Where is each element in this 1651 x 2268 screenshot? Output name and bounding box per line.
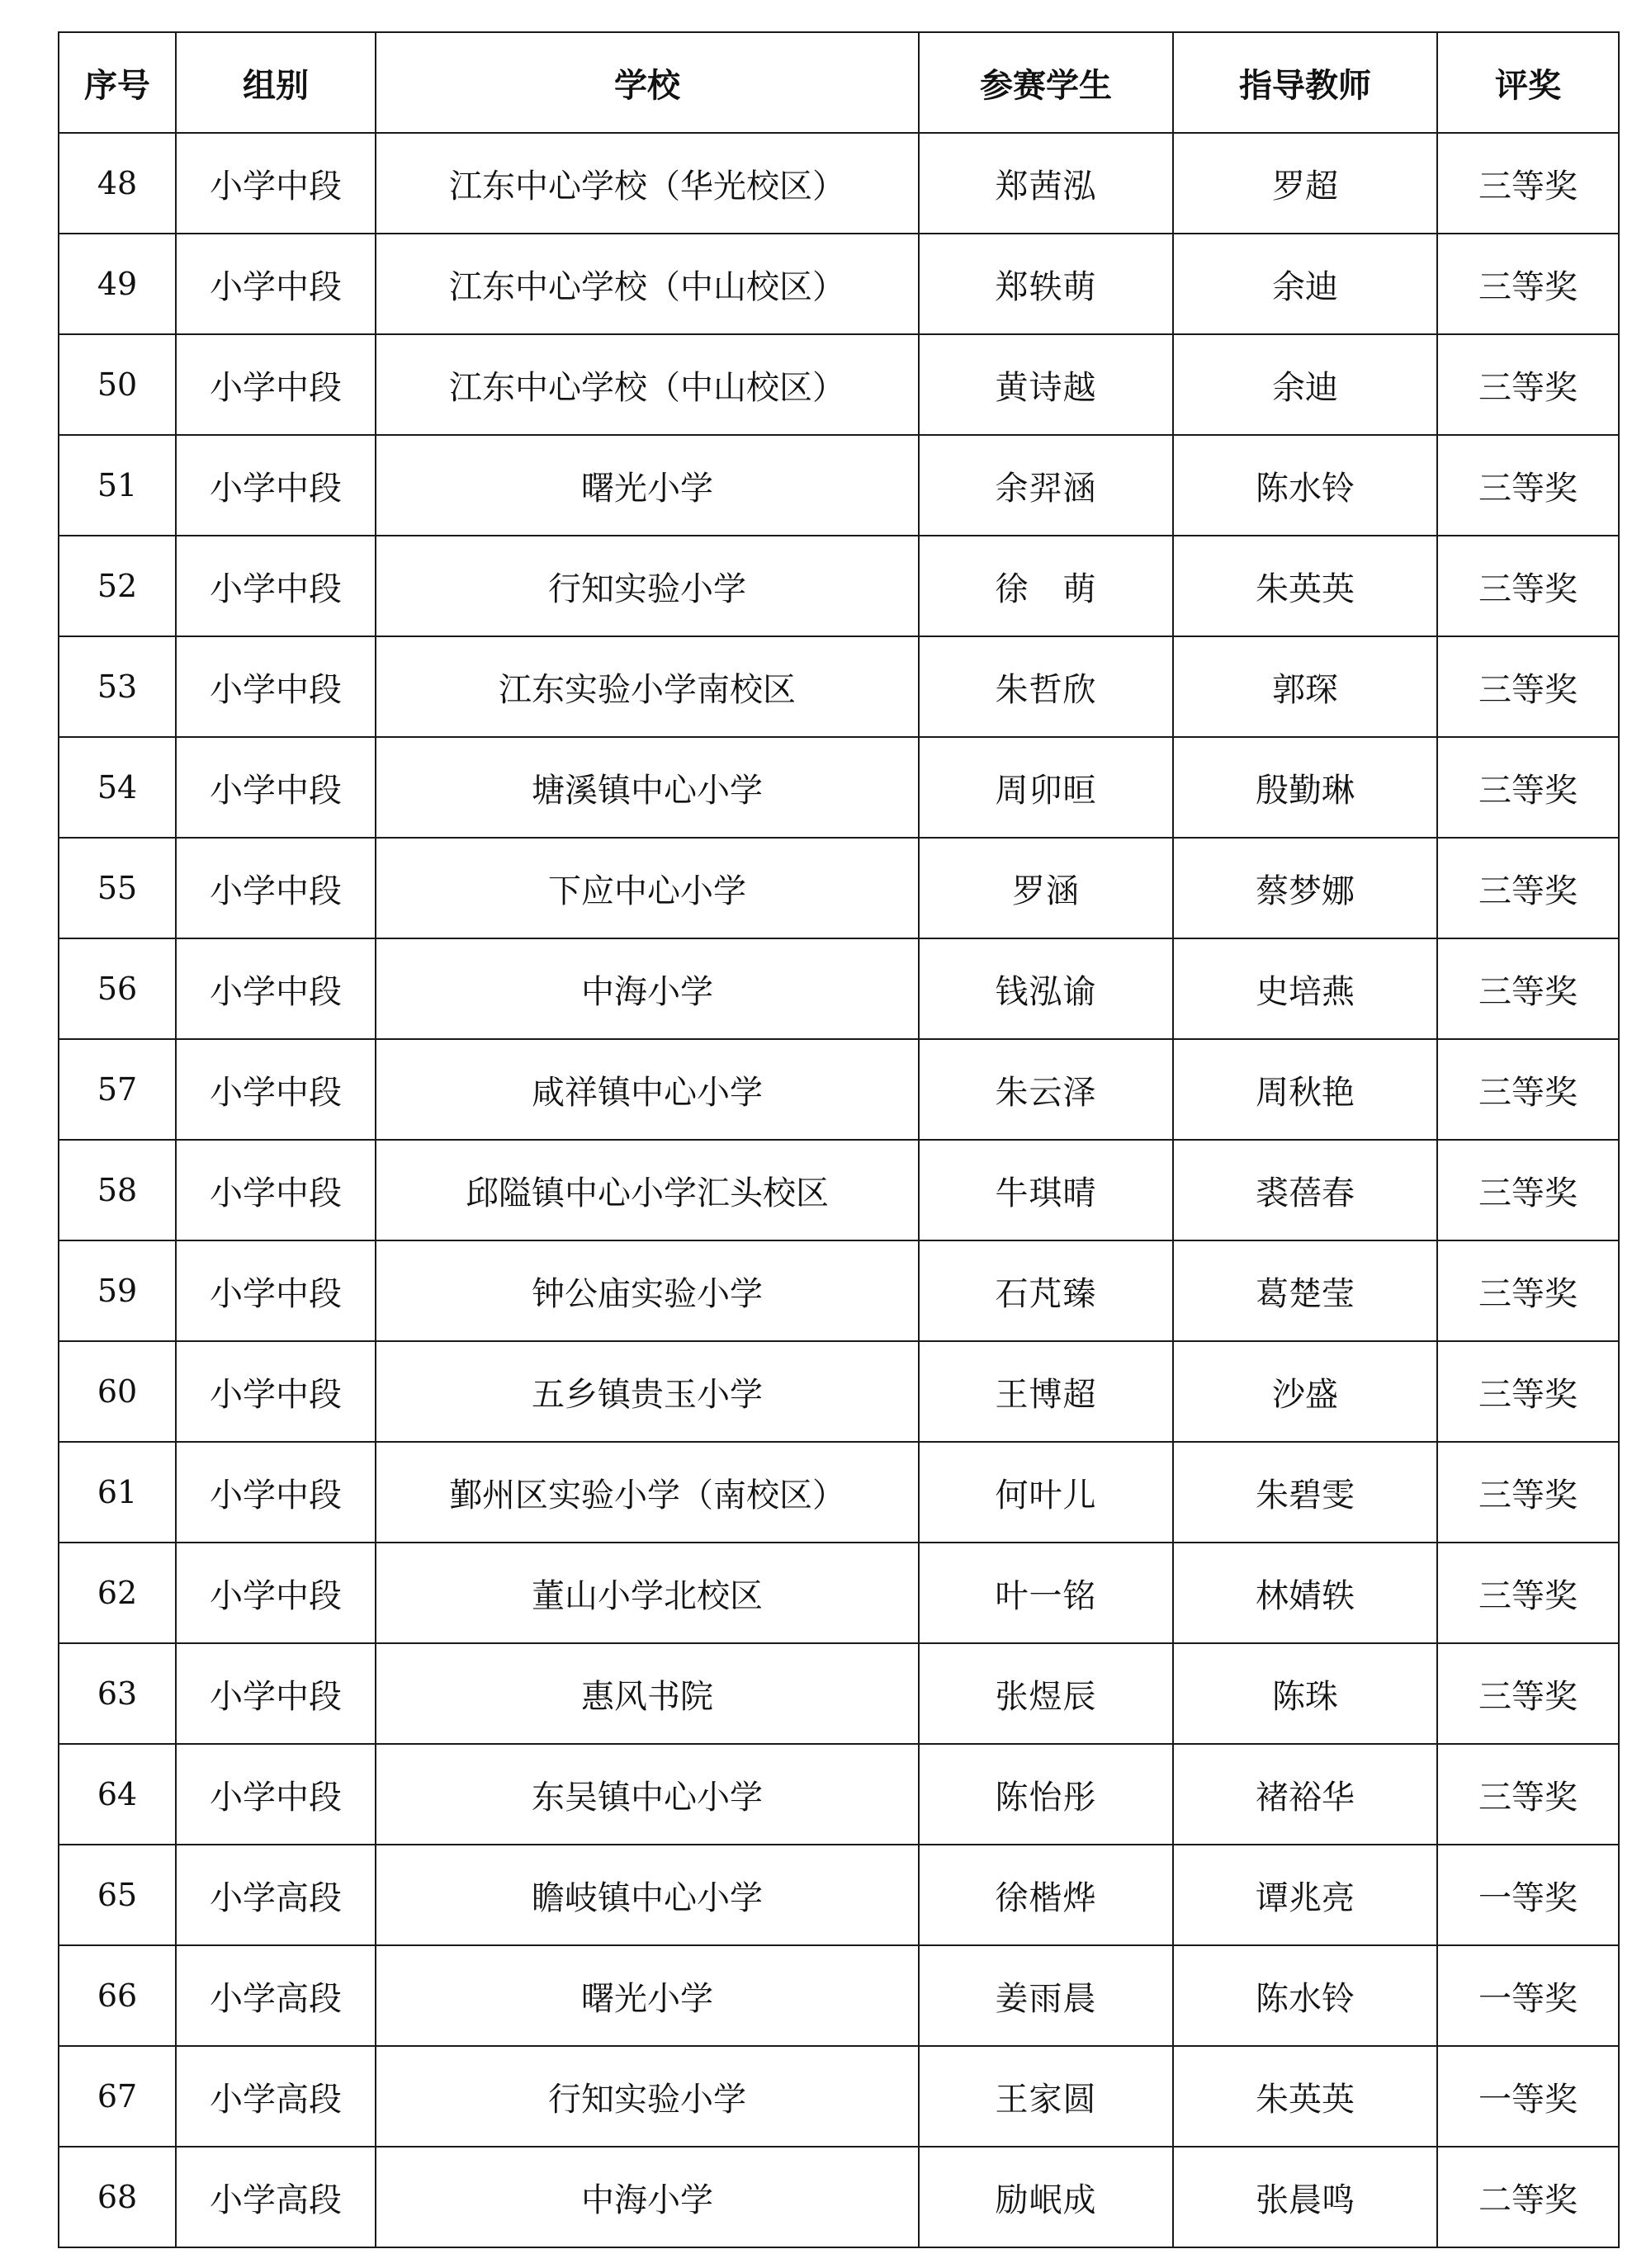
table-body	[59, 133, 1619, 2247]
cell-school: 瞻岐镇中心小学	[376, 1845, 919, 1945]
cell-teacher: 蔡梦娜	[1173, 838, 1437, 938]
cell-award: 三等奖	[1437, 1039, 1619, 1140]
table-row	[59, 1643, 1619, 1744]
cell-school: 中海小学	[376, 2147, 919, 2247]
cell-school: 惠风书院	[376, 1643, 919, 1744]
cell-group: 小学中段	[176, 1543, 376, 1643]
cell-school: 东吴镇中心小学	[376, 1744, 919, 1845]
table-row	[59, 536, 1619, 636]
table-row	[59, 1341, 1619, 1442]
cell-index: 65	[59, 1845, 176, 1945]
cell-index: 61	[59, 1442, 176, 1543]
cell-student: 郑茜泓	[919, 133, 1173, 234]
cell-teacher: 陈水铃	[1173, 435, 1437, 536]
cell-index: 68	[59, 2147, 176, 2247]
cell-group: 小学中段	[176, 1442, 376, 1543]
cell-school: 曙光小学	[376, 1945, 919, 2046]
cell-school: 江东中心学校（华光校区）	[376, 133, 919, 234]
table-row	[59, 636, 1619, 737]
cell-award: 三等奖	[1437, 838, 1619, 938]
header-row	[59, 32, 1619, 133]
cell-award: 三等奖	[1437, 133, 1619, 234]
cell-award: 三等奖	[1437, 1442, 1619, 1543]
cell-index: 54	[59, 737, 176, 838]
cell-group: 小学中段	[176, 234, 376, 334]
cell-award: 二等奖	[1437, 2147, 1619, 2247]
table-row	[59, 1945, 1619, 2046]
table-row	[59, 1543, 1619, 1643]
cell-index: 63	[59, 1643, 176, 1744]
table-row	[59, 234, 1619, 334]
cell-award: 三等奖	[1437, 636, 1619, 737]
table-row	[59, 737, 1619, 838]
cell-student: 徐楷烨	[919, 1845, 1173, 1945]
cell-teacher: 朱英英	[1173, 2046, 1437, 2147]
cell-index: 62	[59, 1543, 176, 1643]
cell-school: 江东实验小学南校区	[376, 636, 919, 737]
cell-school: 鄞州区实验小学（南校区）	[376, 1442, 919, 1543]
cell-group: 小学高段	[176, 2046, 376, 2147]
cell-student: 石芃臻	[919, 1240, 1173, 1341]
cell-group: 小学中段	[176, 1341, 376, 1442]
cell-group: 小学中段	[176, 435, 376, 536]
cell-group: 小学中段	[176, 1744, 376, 1845]
cell-student: 余羿涵	[919, 435, 1173, 536]
award-list-sheet	[58, 31, 1620, 2248]
cell-index: 55	[59, 838, 176, 938]
table-header	[59, 32, 1619, 133]
cell-student: 朱哲欣	[919, 636, 1173, 737]
header-teacher: 指导教师	[1173, 32, 1437, 133]
cell-award: 三等奖	[1437, 234, 1619, 334]
cell-group: 小学中段	[176, 636, 376, 737]
cell-student: 朱云泽	[919, 1039, 1173, 1140]
table-row	[59, 1240, 1619, 1341]
cell-award: 三等奖	[1437, 938, 1619, 1039]
cell-index: 48	[59, 133, 176, 234]
table-row	[59, 838, 1619, 938]
cell-index: 49	[59, 234, 176, 334]
cell-index: 67	[59, 2046, 176, 2147]
cell-teacher: 郭琛	[1173, 636, 1437, 737]
cell-group: 小学中段	[176, 1643, 376, 1744]
cell-student: 周卯晅	[919, 737, 1173, 838]
cell-student: 姜雨晨	[919, 1945, 1173, 2046]
cell-group: 小学高段	[176, 2147, 376, 2247]
cell-school: 行知实验小学	[376, 2046, 919, 2147]
cell-school: 行知实验小学	[376, 536, 919, 636]
table-row	[59, 435, 1619, 536]
cell-group: 小学中段	[176, 737, 376, 838]
cell-award: 三等奖	[1437, 435, 1619, 536]
cell-teacher: 殷勤琳	[1173, 737, 1437, 838]
cell-school: 邱隘镇中心小学汇头校区	[376, 1140, 919, 1240]
cell-school: 中海小学	[376, 938, 919, 1039]
cell-award: 一等奖	[1437, 2046, 1619, 2147]
cell-award: 三等奖	[1437, 1643, 1619, 1744]
cell-student: 牛琪晴	[919, 1140, 1173, 1240]
table-row	[59, 133, 1619, 234]
cell-school: 五乡镇贵玉小学	[376, 1341, 919, 1442]
cell-index: 52	[59, 536, 176, 636]
cell-index: 56	[59, 938, 176, 1039]
table-row	[59, 1140, 1619, 1240]
cell-award: 三等奖	[1437, 536, 1619, 636]
cell-group: 小学高段	[176, 1845, 376, 1945]
cell-award: 三等奖	[1437, 1744, 1619, 1845]
cell-group: 小学中段	[176, 838, 376, 938]
cell-group: 小学中段	[176, 1140, 376, 1240]
cell-award: 一等奖	[1437, 1945, 1619, 2046]
cell-teacher: 葛楚莹	[1173, 1240, 1437, 1341]
cell-group: 小学中段	[176, 133, 376, 234]
cell-teacher: 史培燕	[1173, 938, 1437, 1039]
cell-award: 一等奖	[1437, 1845, 1619, 1945]
cell-group: 小学高段	[176, 1945, 376, 2046]
cell-student: 钱泓谕	[919, 938, 1173, 1039]
header-index: 序号	[59, 32, 176, 133]
table-row	[59, 1744, 1619, 1845]
cell-award: 三等奖	[1437, 1341, 1619, 1442]
cell-student: 张煜辰	[919, 1643, 1173, 1744]
cell-student: 黄诗越	[919, 334, 1173, 435]
cell-teacher: 褚裕华	[1173, 1744, 1437, 1845]
cell-student: 郑轶萌	[919, 234, 1173, 334]
cell-teacher: 余迪	[1173, 234, 1437, 334]
cell-index: 60	[59, 1341, 176, 1442]
cell-award: 三等奖	[1437, 334, 1619, 435]
cell-teacher: 朱碧雯	[1173, 1442, 1437, 1543]
cell-student: 徐 萌	[919, 536, 1173, 636]
table-row	[59, 1845, 1619, 1945]
header-school: 学校	[376, 32, 919, 133]
cell-teacher: 陈水铃	[1173, 1945, 1437, 2046]
cell-school: 曙光小学	[376, 435, 919, 536]
cell-index: 50	[59, 334, 176, 435]
cell-teacher: 朱英英	[1173, 536, 1437, 636]
cell-teacher: 余迪	[1173, 334, 1437, 435]
header-student: 参赛学生	[919, 32, 1173, 133]
cell-school: 江东中心学校（中山校区）	[376, 334, 919, 435]
table-row	[59, 1442, 1619, 1543]
cell-group: 小学中段	[176, 536, 376, 636]
cell-student: 叶一铭	[919, 1543, 1173, 1643]
cell-award: 三等奖	[1437, 1140, 1619, 1240]
cell-group: 小学中段	[176, 938, 376, 1039]
cell-student: 何叶儿	[919, 1442, 1173, 1543]
cell-school: 钟公庙实验小学	[376, 1240, 919, 1341]
cell-teacher: 张晨鸣	[1173, 2147, 1437, 2247]
cell-teacher: 裘蓓春	[1173, 1140, 1437, 1240]
cell-group: 小学中段	[176, 1240, 376, 1341]
table-row	[59, 334, 1619, 435]
cell-student: 陈怡彤	[919, 1744, 1173, 1845]
cell-student: 王家圆	[919, 2046, 1173, 2147]
cell-school: 下应中心小学	[376, 838, 919, 938]
cell-school: 江东中心学校（中山校区）	[376, 234, 919, 334]
cell-index: 59	[59, 1240, 176, 1341]
table-row	[59, 938, 1619, 1039]
cell-school: 董山小学北校区	[376, 1543, 919, 1643]
cell-teacher: 周秋艳	[1173, 1039, 1437, 1140]
header-group: 组别	[176, 32, 376, 133]
cell-student: 罗涵	[919, 838, 1173, 938]
cell-school: 塘溪镇中心小学	[376, 737, 919, 838]
cell-teacher: 罗超	[1173, 133, 1437, 234]
cell-index: 57	[59, 1039, 176, 1140]
cell-student: 励岷成	[919, 2147, 1173, 2247]
cell-award: 三等奖	[1437, 1240, 1619, 1341]
cell-group: 小学中段	[176, 1039, 376, 1140]
table-row	[59, 2147, 1619, 2247]
table-row	[59, 1039, 1619, 1140]
cell-teacher: 陈珠	[1173, 1643, 1437, 1744]
cell-index: 64	[59, 1744, 176, 1845]
cell-index: 58	[59, 1140, 176, 1240]
cell-teacher: 沙盛	[1173, 1341, 1437, 1442]
cell-award: 三等奖	[1437, 737, 1619, 838]
cell-student: 王博超	[919, 1341, 1173, 1442]
award-table	[58, 31, 1620, 2248]
cell-index: 53	[59, 636, 176, 737]
cell-index: 51	[59, 435, 176, 536]
cell-teacher: 谭兆亮	[1173, 1845, 1437, 1945]
cell-award: 三等奖	[1437, 1543, 1619, 1643]
cell-teacher: 林婧轶	[1173, 1543, 1437, 1643]
table-row	[59, 2046, 1619, 2147]
cell-group: 小学中段	[176, 334, 376, 435]
cell-school: 咸祥镇中心小学	[376, 1039, 919, 1140]
header-award: 评奖	[1437, 32, 1619, 133]
cell-index: 66	[59, 1945, 176, 2046]
